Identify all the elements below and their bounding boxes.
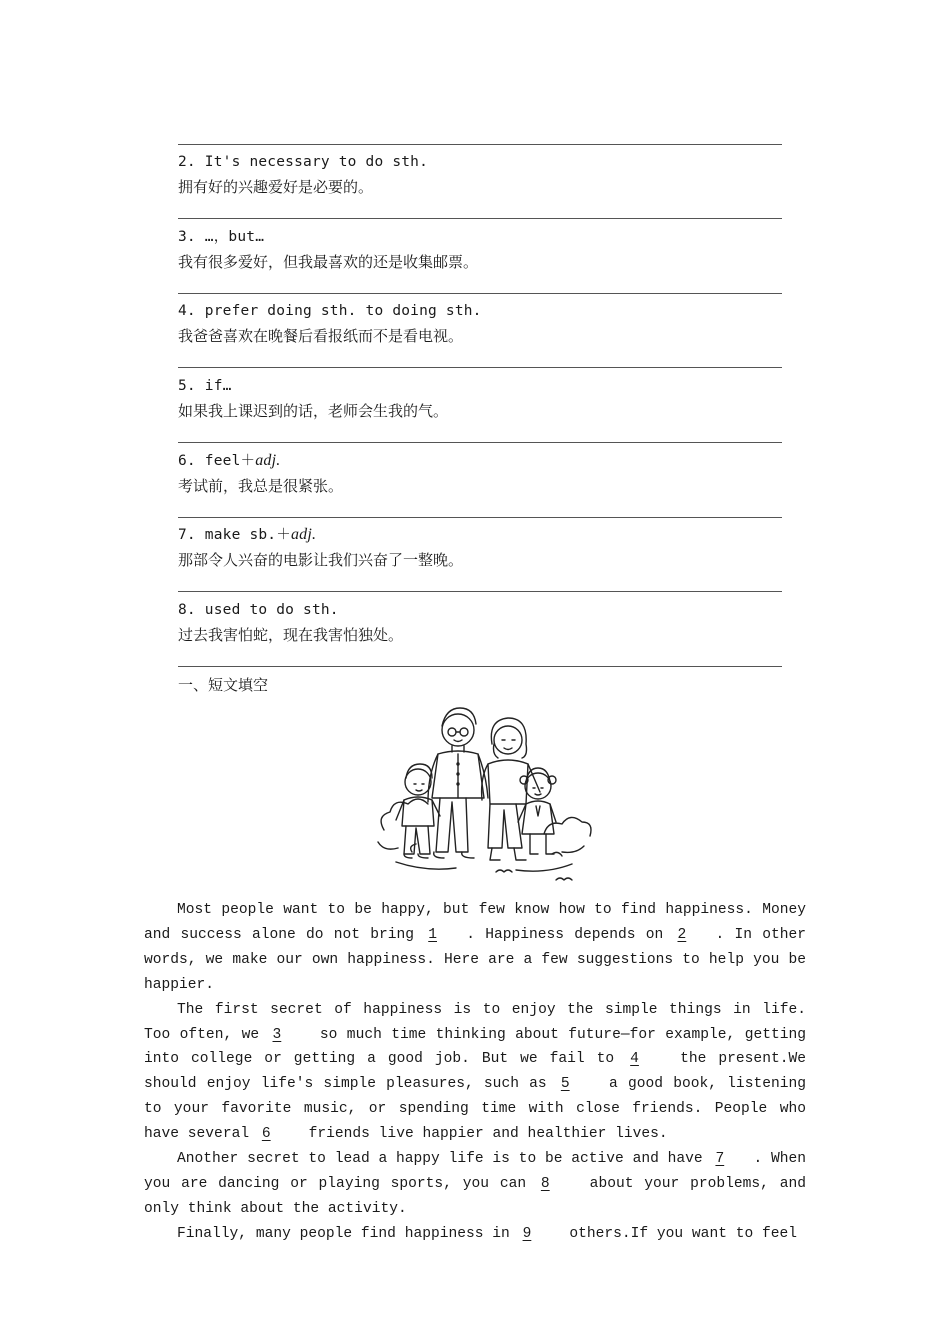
answer-line	[178, 442, 782, 443]
family-of-four-illustration	[376, 702, 592, 888]
blank-3[interactable]: 3	[272, 1026, 282, 1043]
exercise-4-pattern: 4. prefer doing sth. to doing sth.	[178, 303, 482, 319]
exercise-2-sentence: 拥有好的兴趣爱好是必要的。	[178, 178, 374, 196]
blank-4[interactable]: 4	[630, 1051, 639, 1068]
passage-paragraph-4: Finally, many people find happiness in 9 others.If you want to feel	[144, 1222, 806, 1247]
blank-2[interactable]: 2	[677, 926, 687, 943]
exercise-8-pattern: 8. used to do sth.	[178, 602, 339, 618]
blank-7[interactable]: 7	[715, 1151, 725, 1168]
section-title: 一、短文填空	[178, 676, 269, 694]
answer-line	[178, 517, 782, 518]
exercise-4-sentence: 我爸爸喜欢在晚餐后看报纸而不是看电视。	[178, 327, 464, 345]
exercise-3-sentence: 我有很多爱好，但我最喜欢的还是收集邮票。	[178, 253, 479, 271]
exercise-6-pattern: 6. feel＋adj.	[178, 452, 281, 469]
exercise-7-pattern: 7. make sb.＋adj.	[178, 526, 317, 543]
blank-8[interactable]: 8	[540, 1175, 550, 1192]
blank-6[interactable]: 6	[261, 1126, 271, 1143]
answer-line	[178, 591, 782, 592]
exercise-7-sentence: 那部令人兴奋的电影让我们兴奋了一整晚。	[178, 551, 464, 569]
exercise-5-sentence: 如果我上课迟到的话，老师会生我的气。	[178, 402, 449, 420]
exercise-3-pattern: 3. …，but…	[178, 229, 265, 245]
blank-5[interactable]: 5	[560, 1076, 570, 1093]
blank-9[interactable]: 9	[522, 1225, 532, 1242]
exercise-8-sentence: 过去我害怕蛇，现在我害怕独处。	[178, 626, 404, 644]
answer-line	[178, 666, 782, 667]
passage-paragraph-3: Another secret to lead a happy life is to be active and have 7 . When you are dancing or playing sports, you can 8 about your problems, and only think about the activity.	[144, 1147, 806, 1222]
answer-line	[178, 144, 782, 145]
passage-paragraph-2: The first secret of happiness is to enjoy the simple things in life. Too often, we 3 so much time thinking about future—for example, getting into college or getting a good job. But we fail to 4 the present.We should enjoy life's simple pleasures, such as 5 a good book, listening to your favorite music, or spending time with close friends. People who have several 6 friends live happier and healthier lives.	[144, 998, 806, 1147]
answer-line	[178, 218, 782, 219]
cloze-passage	[144, 898, 806, 1247]
answer-line	[178, 293, 782, 294]
exercise-2-pattern: 2. It's necessary to do sth.	[178, 154, 429, 170]
passage-paragraph-1: Most people want to be happy, but few know how to find happiness. Money and success alone do not bring 1 . Happiness depends on 2 . In other words, we make our own happiness. Here are a few suggestions to help you be happier.	[144, 902, 806, 993]
exercise-6-sentence: 考试前，我总是很紧张。	[178, 477, 344, 495]
blank-1[interactable]: 1	[428, 926, 437, 943]
answer-line	[178, 367, 782, 368]
exercise-5-pattern: 5. if…	[178, 378, 232, 394]
